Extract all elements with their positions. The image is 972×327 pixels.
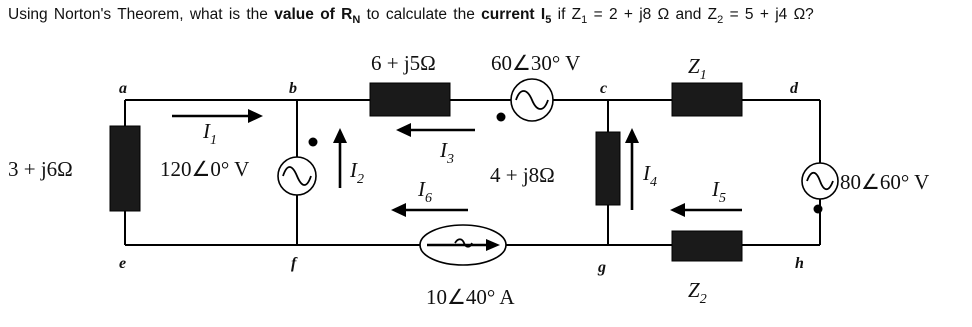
label-z1: $Z_1$ (688, 54, 707, 83)
arrow-i6-head (391, 203, 406, 217)
label-v-bf: 120∠0° V (160, 157, 250, 181)
node-b: b (289, 80, 297, 97)
polarity-dot (309, 138, 318, 147)
node-a: a (119, 80, 127, 97)
label-r-ae: 3 + j6Ω (8, 157, 73, 181)
label-i-src: 10∠40° A (426, 285, 515, 309)
node-f: f (291, 255, 297, 272)
question-bold-current: current $I_5$ (481, 6, 552, 27)
impedance-z1 (672, 83, 742, 116)
node-d: d (790, 80, 798, 97)
question-part-5: = 5 + j4 Ω? (729, 6, 814, 23)
arrow-i3-head (396, 123, 411, 137)
label-i6: $I_6$ (418, 177, 432, 206)
label-v-bc: 60∠30° V (491, 51, 581, 75)
label-i1: $I_1$ (203, 119, 217, 148)
label-z2: $Z_2$ (688, 278, 707, 307)
question-part-3: if $Z_1$ (557, 6, 588, 27)
arrow-i1-head (248, 109, 263, 123)
label-i5: $I_5$ (712, 177, 726, 206)
polarity-dot (497, 113, 506, 122)
label-r-bc: 6 + j5Ω (371, 51, 436, 75)
question-bold-value: value of $R_N$ (274, 6, 361, 27)
impedance-z2 (672, 231, 742, 261)
label-v-dh: 80∠60° V (840, 170, 930, 194)
polarity-dot (814, 205, 823, 214)
label-i2: $I_2$ (350, 158, 364, 187)
question-part-2: to calculate the (366, 6, 475, 23)
label-i3: $I_3$ (440, 138, 454, 167)
label-r-cg: 4 + j8Ω (490, 163, 555, 187)
arrow-i5-head (670, 203, 685, 217)
question-part-4: = 2 + j8 Ω and $Z_2$ (593, 6, 724, 27)
resistor-6-j5 (370, 83, 450, 116)
arrow-i2-head (333, 128, 347, 143)
node-c: c (600, 80, 608, 97)
resistor-4-j8 (596, 132, 620, 205)
node-h: h (795, 255, 804, 272)
arrow-i4-head (625, 128, 639, 143)
node-g: g (598, 259, 606, 276)
label-i4: $I_4$ (643, 161, 657, 190)
node-e: e (119, 255, 127, 272)
resistor-3-j6 (110, 126, 140, 211)
question-part-1: Using Norton's Theorem, what is the (8, 6, 268, 23)
